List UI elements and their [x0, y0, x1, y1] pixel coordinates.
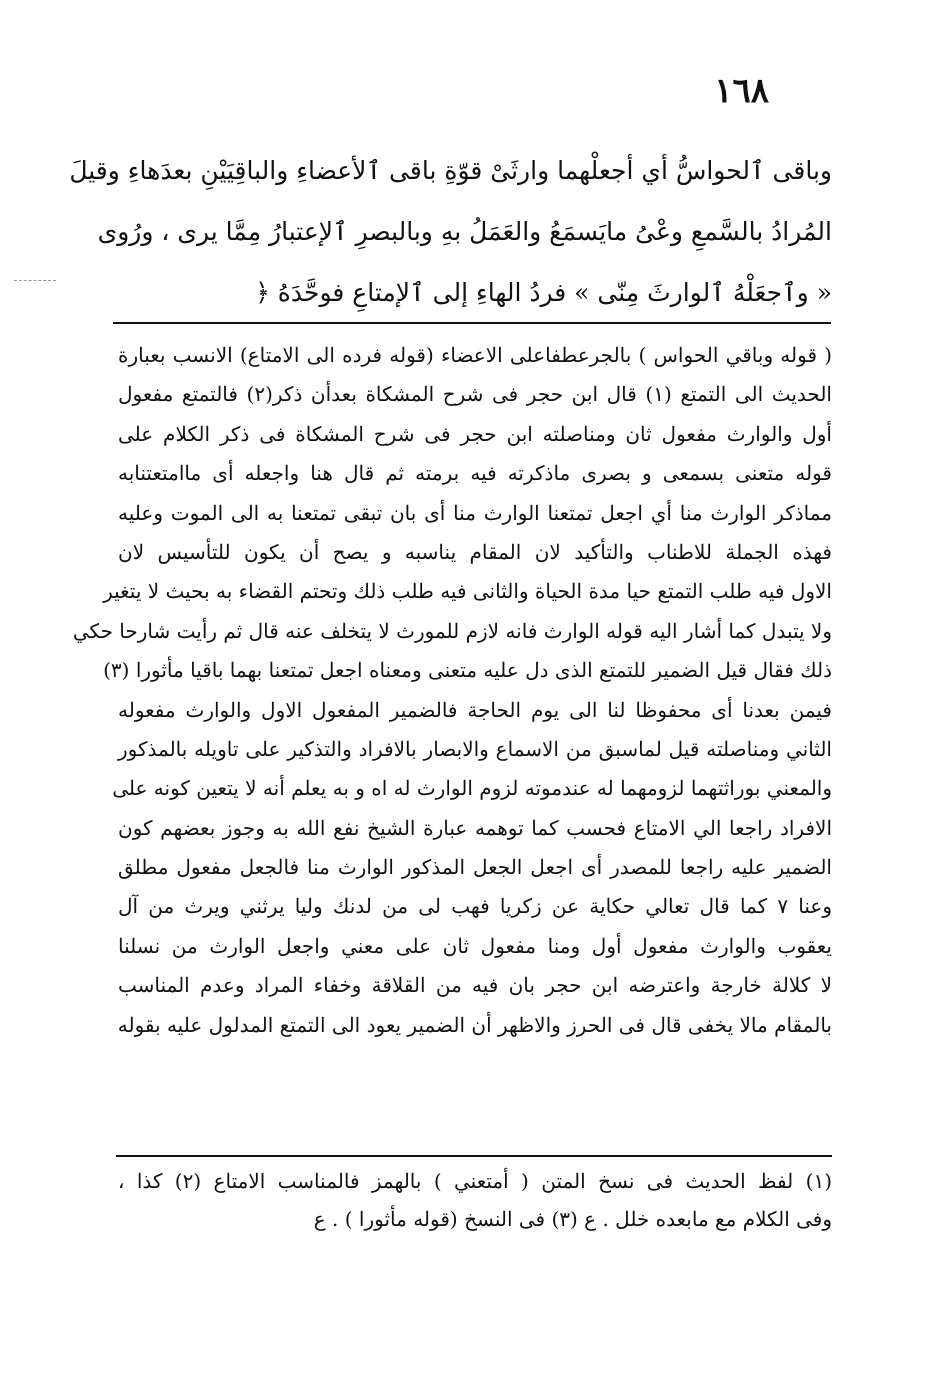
- margin-mark: [14, 280, 56, 281]
- commentary-line: والمعني بوراثتهما لزومهما له عندموته لزوم الوارث له اه و به يعلم أنه لا يتعين كونه على: [112, 776, 832, 801]
- footnote-line: (١) لفظ الحديث فى نسخ المتن ( أمتعني ) بالهمز فالمناسب الامتاع (٢) كذا ،: [118, 1169, 832, 1193]
- page-number: ١٦٨: [714, 71, 769, 111]
- commentary-line: الافراد راجعا الي الامتاع فحسب كما توهمه عبارة الشيخ نفع الله به وجوز بعضهم كون: [118, 815, 832, 840]
- commentary-line: الحديث الى التمتع (١) قال ابن حجر فى شرح المشكاة بعدأن ذكر(٢) فالتمتع مفعول: [118, 382, 832, 407]
- main-text: [69, 140, 832, 323]
- commentary-line: لا كلالة خارجة واعترضه ابن حجر بان فيه من القلاقة وخفاء المراد وعدم المناسب: [118, 973, 832, 998]
- commentary-line: ذلك فقال قيل الضمير للتمتع الذى دل عليه متعنى ومعناه اجعل تمتعنا بهما باقيا مأثورا (٣): [103, 658, 832, 683]
- commentary-line: الثاني ومناصلته قيل لماسبق من الاسماع والابصار بالافراد والتذكير على تاويله بالمذكور: [118, 736, 832, 761]
- commentary-line: وعنا ٧ كما قال تعالي حكاية عن زكريا فهب لى من لدنك وليا يرثني ويرث من آل: [118, 894, 833, 919]
- commentary-line: أول والوارث مفعول ثان ومناصلته ابن حجر فى شرح المشكاة فى ذكر الكلام على: [118, 421, 832, 446]
- commentary-line: ( قوله وباقي الحواس ) بالجرعطفاعلى الاعضاء (قوله فرده الى الامتاع) الانسب بعبارة: [118, 343, 832, 367]
- main-text-line: المُرادُ بالسَّمعِ وعْىُ مايَسمَعُ والعَمَلُ بهِ وبالبصرِ ٱلإعتبارُ مِمَّا يرى ، ورُوى: [97, 217, 832, 246]
- main-text-line: « وٱجعَلْهُ ٱلوارثَ مِنّى » فردُ الهاءِ إلى ٱلإمتاعِ فوحَّدَهُ ﴿: [255, 278, 832, 307]
- commentary-line: بالمقام مالا يخفى قال فى الحرز والاظهر أن الضمير يعود الى التمتع المدلول عليه بقوله: [117, 1012, 832, 1037]
- commentary-line: الاول فيه طلب التمتع حيا مدة الحياة والثانى فيه طلب ذلك وتحتم القضاء به بحيث لا يتغير: [103, 579, 832, 604]
- footnote-line: وفى الكلام مع مابعده خلل . ع (٣) فى النسخ (قوله مأثورا ) . ع: [313, 1207, 832, 1231]
- main-text-line: وباقى ٱلحواسُّ أي أجعلْهما وارثَىْ قوّةِ باقى ٱلأعضاءِ والباقِيَيْنِ بعدَهاءِ وقيلَ: [69, 156, 832, 185]
- commentary-line: ولا يتبدل كما أشار اليه قوله الوارث فانه لازم للمورث لا يتخلف عنه قال ثم رأيت شارحا حكي: [72, 618, 832, 643]
- commentary-line: يعقوب والوارث مفعول أول ومنا مفعول ثان على معني واجعل الوارث من نسلنا: [118, 933, 832, 958]
- commentary-line: قوله متعنى بسمعى و بصرى ماذكرته فيه برمته ثم قال هنا واجعله أى ماامتعتنابه: [118, 461, 832, 486]
- commentary-line: فهذه الجملة للاطناب والتأكيد لان المقام يناسبه و يصح أن يكون للتأسيس لان: [118, 539, 832, 564]
- commentary-line: فيمن بعدنا أى محفوظا لنا الى يوم الحاجة فالضمير المفعول الاول والوارث مفعوله: [118, 697, 832, 722]
- commentary-text: [72, 336, 833, 1045]
- footnote-divider: [116, 1155, 832, 1157]
- commentary-line: الضمير عليه راجعا للمصدر أى اجعل الجعل المذكور الوارث منا فالجعل مفعول مطلق: [118, 855, 832, 880]
- commentary-line: مماذكر الوارث منا أي اجعل تمتعنا الوارث منا أى بان تبقى تمتعنا به الى الموت وعليه: [118, 500, 832, 525]
- divider-rule: [113, 322, 831, 324]
- footnotes: [118, 1162, 832, 1238]
